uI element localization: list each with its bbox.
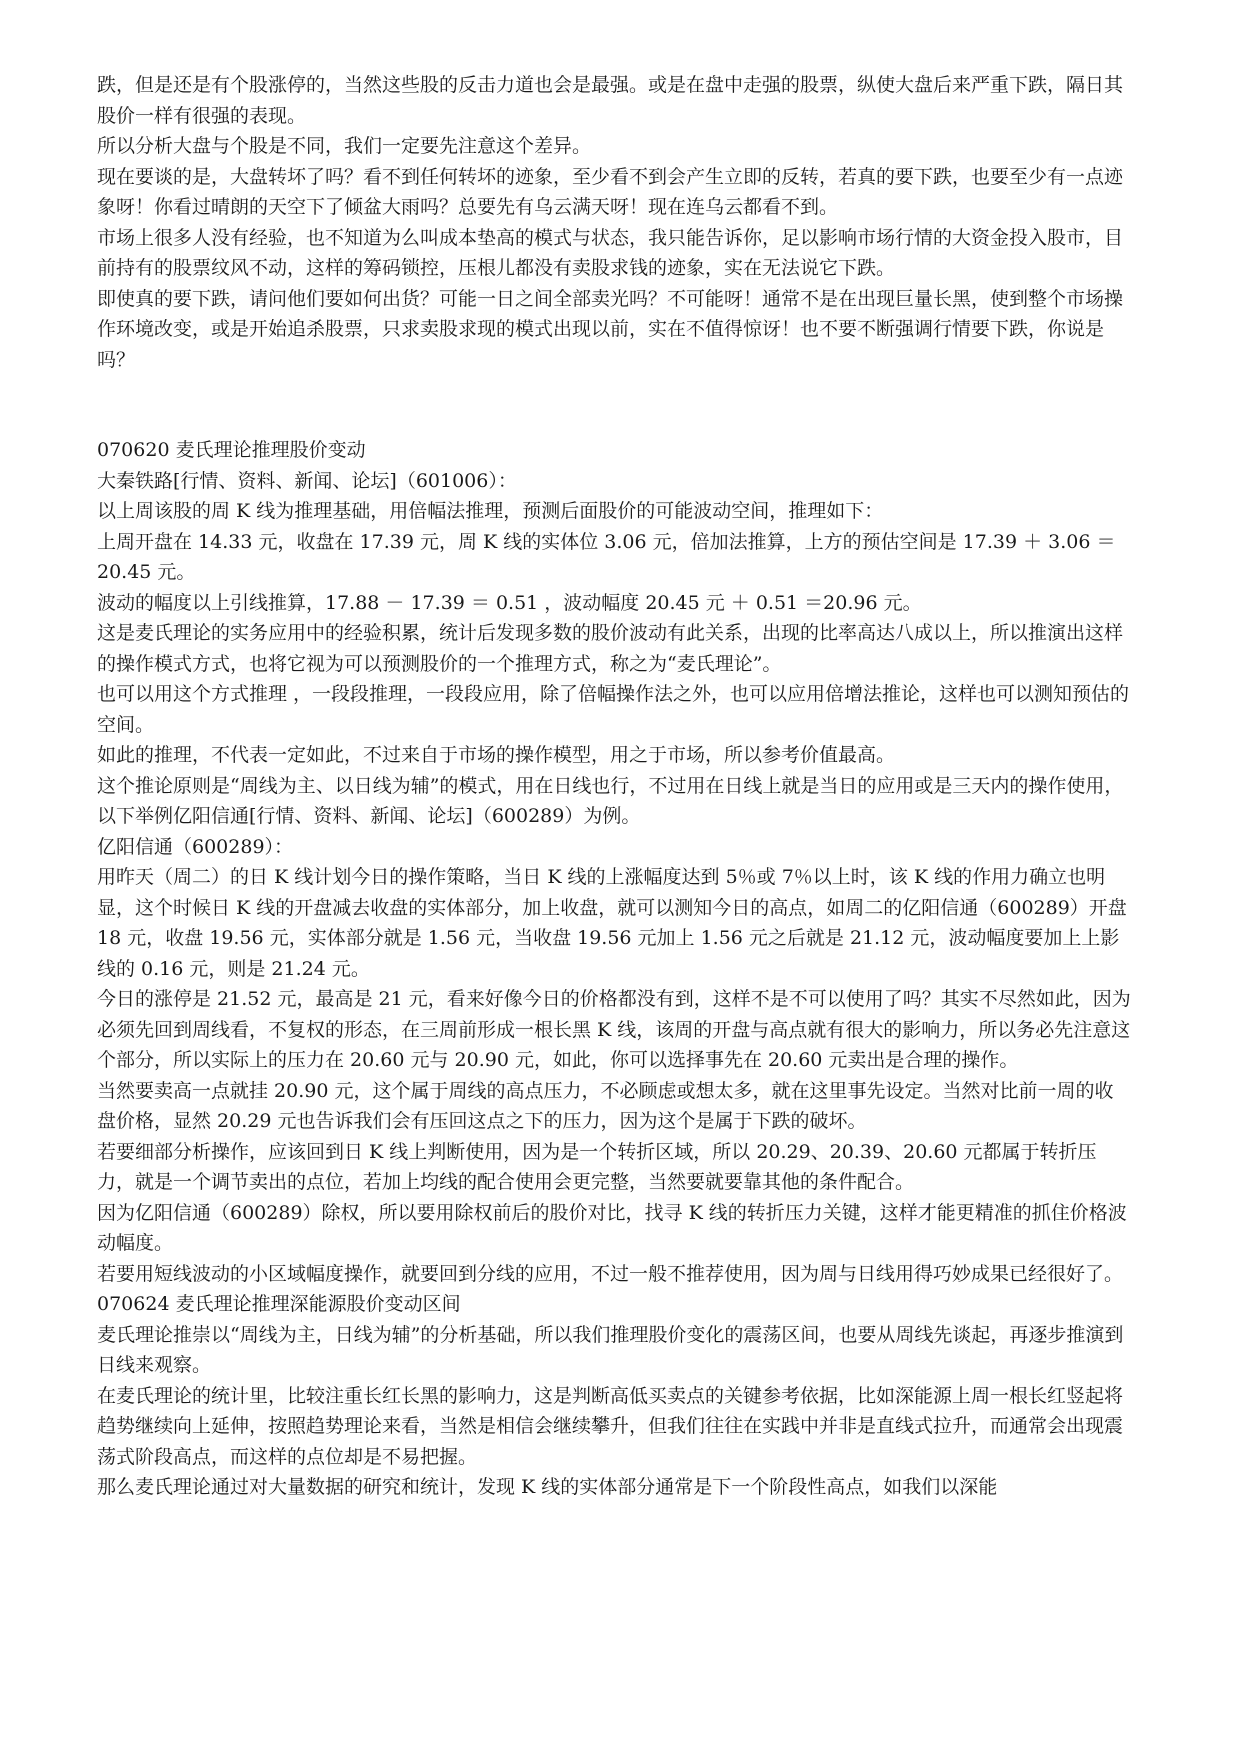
paragraph: 也可以用这个方式推理 ，一段段推理，一段段应用，除了倍幅操作法之外，也可以应用倍增法推论，这样也可以测知预估的空间。 (97, 683, 1130, 736)
paragraph: 用昨天（周二）的日 K 线计划今日的操作策略，当日 K 线的上涨幅度达到 5％或 7％以上时，该 K 线的作用力确立也明显，这个时候日 K 线的开盘减去收盘的实体部分，加上收盘，就可以测知今日的高点，如周二的亿阳信通（600289）开盘 18 元，收盘 19.56 元，实体部分就是 1.56 元，当收盘 19.56 元加上 1.56 元之后就是 21.12 元，波动幅度要加上上影线的 0.16 元，则是 21.24 元。 (97, 866, 1127, 980)
paragraph: 那么麦氏理论通过对大量数据的研究和统计，发现 K 线的实体部分通常是下一个阶段性高点，如我们以深能 (97, 1476, 998, 1498)
paragraph: 即使真的要下跌，请问他们要如何出货？可能一日之间全部卖光吗？不可能呀！通常不是在出现巨量长黑，使到整个市场操作环境改变，或是开始追杀股票，只求卖股求现的模式出现以前，实在不值得惊讶！也不要不断强调行情要下跌，你说是吗？ (97, 287, 1124, 371)
paragraph: 亿阳信通（600289）： (97, 835, 294, 858)
paragraph: 波动的幅度以上引线推算，17.88 － 17.39 ＝ 0.51 ，波动幅度 20.45 元 ＋ 0.51 ＝20.96 元。 (97, 591, 922, 614)
paragraph: 若要用短线波动的小区域幅度操作，就要回到分线的应用，不过一般不推荐使用，因为周与日线用得巧妙成果已经很好了。 (97, 1262, 1124, 1285)
section-spacer (97, 375, 1131, 435)
paragraph: 以上周该股的周 K 线为推理基础，用倍幅法推理，预测后面股价的可能波动空间，推理如下： (97, 500, 884, 522)
paragraph: 这个推论原则是“周线为主、以日线为辅”的模式，用在日线也行，不过用在日线上就是当日的应用或是三天内的操作使用，以下举例亿阳信通[行情、资料、新闻、论坛]（600289）为例。 (97, 774, 1124, 827)
paragraph: 这是麦氏理论的实务应用中的经验积累，统计后发现多数的股价波动有此关系，出现的比率高达八成以上，所以推演出这样的操作模式方式，也将它视为可以预测股价的一个推理方式，称之为“麦氏理论”。 (97, 622, 1124, 675)
paragraph: 如此的推理，不代表一定如此，不过来自于市场的操作模型，用之于市场，所以参考价值最高。 (97, 744, 896, 766)
paragraph: 麦氏理论推崇以“周线为主，日线为辅”的分析基础，所以我们推理股价变化的震荡区间，也要从周线先谈起，再逐步推演到日线来观察。 (97, 1323, 1124, 1376)
section-heading: 070620 麦氏理论推理股价变动 (97, 439, 366, 461)
paragraph: 若要细部分析操作，应该回到日 K 线上判断使用，因为是一个转折区域，所以 20.29、20.39、20.60 元都属于转折压力，就是一个调节卖出的点位，若加上均线的配合使用会更完整，当然要就要靠其他的条件配合。 (97, 1140, 1097, 1193)
paragraph: 跌，但是还是有个股涨停的，当然这些股的反击力道也会是最强。或是在盘中走强的股票，纵使大盘后来严重下跌，隔日其股价一样有很强的表现。 (97, 74, 1124, 127)
paragraph: 大秦铁路[行情、资料、新闻、论坛]（601006）： (97, 469, 517, 492)
paragraph: 因为亿阳信通（600289）除权，所以要用除权前后的股价对比，找寻 K 线的转折压力关键，这样才能更精准的抓住价格波动幅度。 (97, 1201, 1127, 1254)
paragraph: 在麦氏理论的统计里，比较注重长红长黑的影响力，这是判断高低买卖点的关键参考依据，比如深能源上周一根长红竖起将趋势继续向上延伸，按照趋势理论来看，当然是相信会继续攀升，但我们往往在实践中并非是直线式拉升，而通常会出现震荡式阶段高点，而这样的点位却是不易把握。 (97, 1384, 1124, 1468)
paragraph: 市场上很多人没有经验，也不知道为么叫成本垫高的模式与状态，我只能告诉你，足以影响市场行情的大资金投入股市，目前持有的股票纹风不动，这样的筹码锁控，压根儿都没有卖股求钱的迹象，实在无法说它下跌。 (97, 226, 1124, 279)
paragraph: 上周开盘在 14.33 元，收盘在 17.39 元，周 K 线的实体位 3.06 元，倍加法推算，上方的预估空间是 17.39 ＋ 3.06 ＝ 20.45 元。 (97, 530, 1116, 583)
paragraph: 所以分析大盘与个股是不同，我们一定要先注意这个差异。 (97, 135, 592, 157)
paragraph: 今日的涨停是 21.52 元，最高是 21 元，看来好像今日的价格都没有到，这样不是不可以使用了吗？其实不尽然如此，因为必须先回到周线看，不复权的形态，在三周前形成一根长黑 K 线，该周的开盘与高点就有很大的影响力，所以务必先注意这个部分，所以实际上的压力在 20.60 元与 20.90 元，如此，你可以选择事先在 20.60 元卖出是合理的操作。 (97, 988, 1131, 1071)
paragraph: 现在要谈的是，大盘转坏了吗？看不到任何转坏的迹象，至少看不到会产生立即的反转，若真的要下跌，也要至少有一点迹象呀！你看过晴朗的天空下了倾盆大雨吗？总要先有乌云满天呀！现在连乌云都看不到。 (97, 165, 1124, 218)
section-heading: 070624 麦氏理论推理深能源股价变动区间 (97, 1293, 461, 1315)
paragraph: 当然要卖高一点就挂 20.90 元，这个属于周线的高点压力，不必顾虑或想太多，就在这里事先设定。当然对比前一周的收盘价格，显然 20.29 元也告诉我们会有压回这点之下的压力，因为这个是属于下跌的破坏。 (97, 1079, 1114, 1132)
